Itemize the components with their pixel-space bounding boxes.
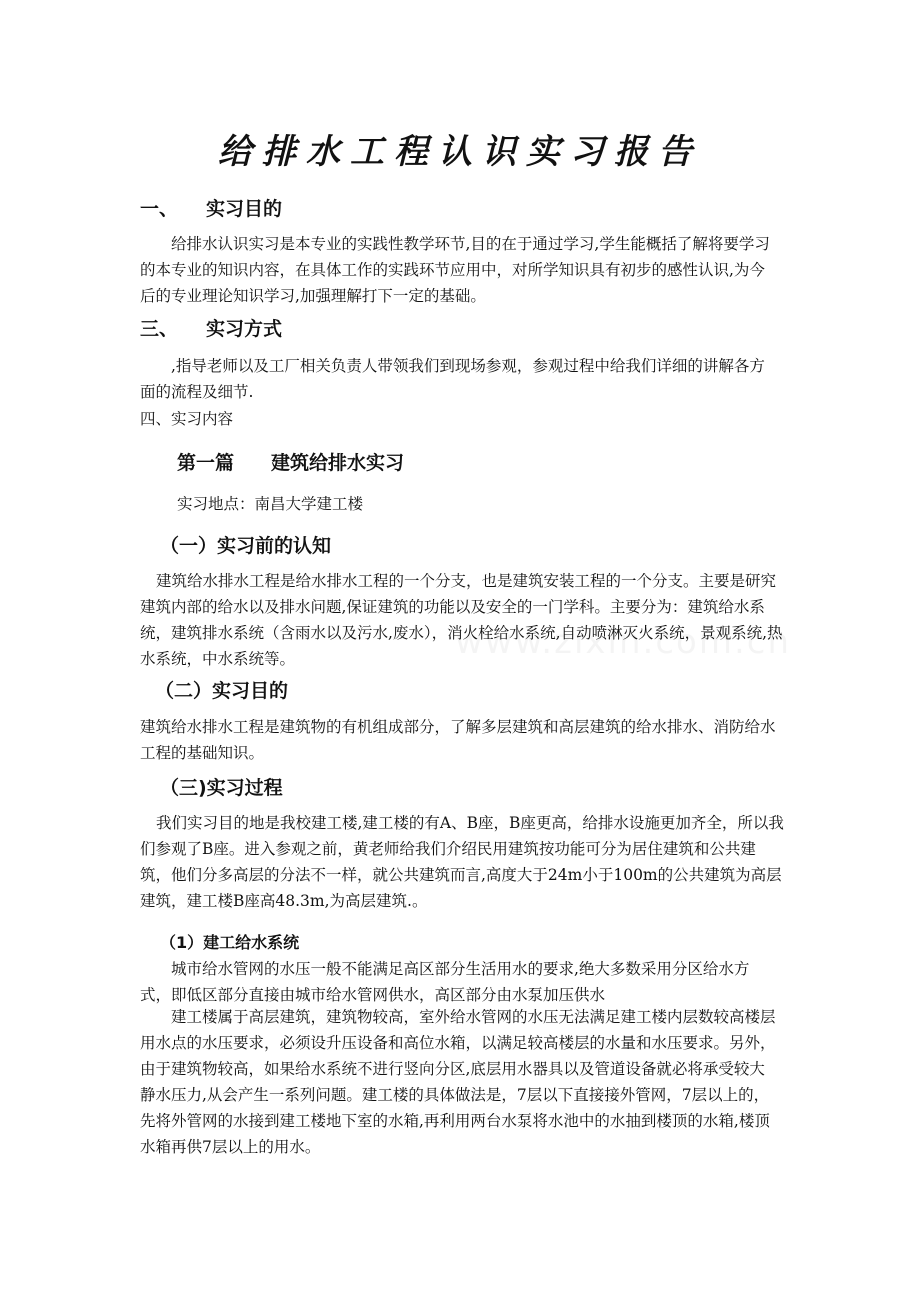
part-title: 建筑给排水实习 bbox=[271, 452, 405, 474]
section-heading-3 bbox=[140, 316, 282, 342]
subsection-heading-1: （一）实习前的认知 bbox=[160, 535, 332, 557]
part-number: 第一篇 bbox=[177, 452, 235, 474]
location-line: 实习地点：南昌大学建工楼 bbox=[177, 495, 364, 513]
subsection-4-paragraph-1: 城市给水管网的水压一般不能满足高区部分生活用水的要求,绝大多数采用分区给水方式，即低区部分直接由城市给水管网供水，高区部分由水泵加压供水 bbox=[140, 960, 750, 1004]
section-1-paragraph: 给排水认识实习是本专业的实践性教学环节,目的在于通过学习,学生能概括了解将要学习的本专业的知识内容，在具体工作的实践环节应用中，对所学知识具有初步的感性认识,为今后的专业理论知识学习,加强理解打下一定的基础。 bbox=[140, 235, 770, 305]
section-3-paragraph: ,指导老师以及工厂相关负责人带领我们到现场参观，参观过程中给我们详细的讲解各方面的流程及细节. bbox=[140, 357, 765, 401]
part-heading bbox=[177, 450, 404, 476]
subsection-4-paragraph-2: 建工楼属于高层建筑，建筑物较高，室外给水管网的水压无法满足建工楼内层数较高楼层用水点的水压要求，必须设升压设备和高位水箱，以满足较高楼层的水量和水压要求。另外，由于建筑物较高，如果给水系统不进行竖向分区,底层用水器具以及管道设备就必将承受较大静水压力,从会产生一系列问题。建工楼的具体做法是，7层以下直接接外管网，7层以上的，先将外管网的水接到建工楼地下室的水箱,再利用两台水泵将水池中的水抽到楼顶的水箱,楼顶水箱再供7层以上的用水。 bbox=[140, 1008, 776, 1156]
document-title: 给排水工程认识实习报告 bbox=[218, 132, 702, 172]
subsection-heading-3: （三)实习过程 bbox=[160, 777, 283, 799]
section-number: 一、 bbox=[140, 198, 179, 220]
watermark-text bbox=[455, 622, 791, 662]
subsection-3-paragraph: 我们实习目的地是我校建工楼,建工楼的有A、B座，B座更高，给排水设施更加齐全，所以我们参观了B座。进入参观之前，黄老师给我们介绍民用建筑按功能可分为居住建筑和公共建筑，他们分多高层的分法不一样，就公共建筑而言,高度大于24m小于100m的公共建筑为高层建筑，建工楼B座高48.3m,为高层建筑.。 bbox=[140, 814, 784, 910]
subsection-2-paragraph: 建筑给水排水工程是建筑物的有机组成部分，了解多层建筑和高层建筑的给水排水、消防给水工程的基础知识。 bbox=[140, 718, 776, 762]
section-title: 实习方式 bbox=[206, 318, 283, 340]
subsection-heading-2: （二）实习目的 bbox=[155, 680, 289, 702]
section-number: 三、 bbox=[140, 318, 179, 340]
subsection-heading-4: （1）建工给水系统 bbox=[160, 933, 300, 952]
subsection-1-paragraph: 建筑给水排水工程是给水排水工程的一个分支，也是建筑安装工程的一个分支。主要是研究建筑内部的给水以及排水问题,保证建筑的功能以及安全的一门学科。主要分为：建筑给水系统，建筑排水系统（含雨水以及污水,废水），消火栓给水系统,自动喷淋灭火系统，景观系统,热水系统，中水系统等。 bbox=[140, 572, 783, 668]
section-heading-1 bbox=[140, 196, 282, 222]
section-4-label: 四、实习内容 bbox=[140, 410, 234, 428]
section-title: 实习目的 bbox=[206, 198, 283, 220]
